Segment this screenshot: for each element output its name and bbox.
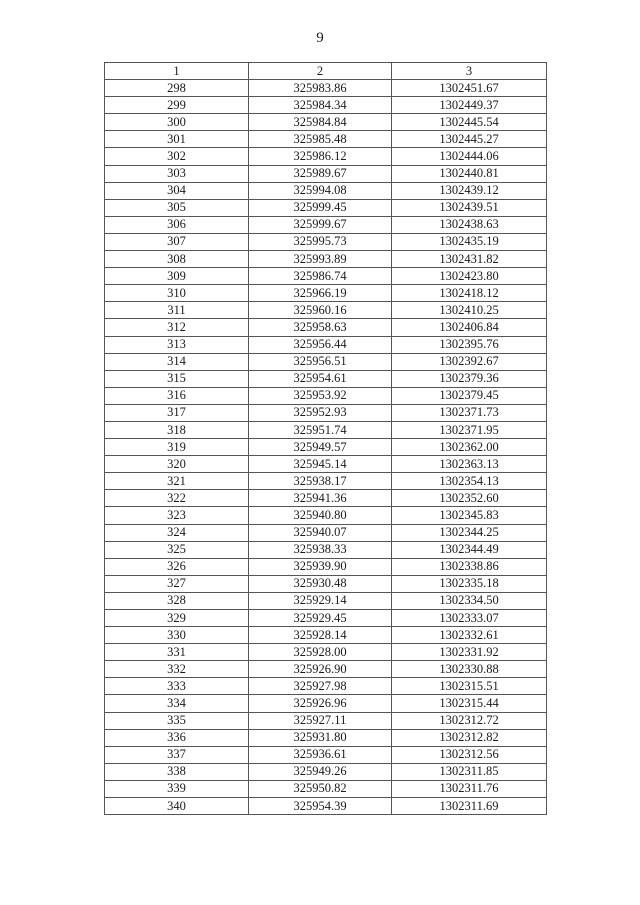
x-coordinate-cell: 325928.00 — [249, 644, 392, 661]
point-number-cell: 332 — [105, 661, 249, 678]
point-number-cell: 311 — [105, 302, 249, 319]
point-number-cell: 329 — [105, 610, 249, 627]
point-number-cell: 301 — [105, 131, 249, 148]
table-row — [105, 798, 547, 815]
point-number-cell: 306 — [105, 216, 249, 233]
y-coordinate-cell: 1302333.07 — [392, 610, 547, 627]
point-number-cell: 300 — [105, 114, 249, 131]
x-coordinate-cell: 325941.36 — [249, 490, 392, 507]
x-coordinate-cell: 325966.19 — [249, 285, 392, 302]
table-row — [105, 148, 547, 165]
point-number-cell: 313 — [105, 336, 249, 353]
y-coordinate-cell: 1302392.67 — [392, 353, 547, 370]
y-coordinate-cell: 1302371.73 — [392, 404, 547, 421]
table-row — [105, 746, 547, 763]
y-coordinate-cell: 1302451.67 — [392, 80, 547, 97]
y-coordinate-cell: 1302445.27 — [392, 131, 547, 148]
y-coordinate-cell: 1302354.13 — [392, 473, 547, 490]
x-coordinate-cell: 325995.73 — [249, 233, 392, 250]
x-coordinate-cell: 325949.26 — [249, 763, 392, 780]
point-number-cell: 328 — [105, 592, 249, 609]
y-coordinate-cell: 1302338.86 — [392, 558, 547, 575]
x-coordinate-cell: 325938.17 — [249, 473, 392, 490]
x-coordinate-cell: 325954.39 — [249, 798, 392, 815]
point-number-cell: 324 — [105, 524, 249, 541]
x-coordinate-cell: 325954.61 — [249, 370, 392, 387]
coordinates-table — [104, 62, 547, 815]
table-row — [105, 182, 547, 199]
column-header-1: 1 — [105, 63, 249, 80]
x-coordinate-cell: 325952.93 — [249, 404, 392, 421]
y-coordinate-cell: 1302449.37 — [392, 97, 547, 114]
point-number-cell: 336 — [105, 729, 249, 746]
y-coordinate-cell: 1302344.49 — [392, 541, 547, 558]
x-coordinate-cell: 325986.12 — [249, 148, 392, 165]
table-row — [105, 558, 547, 575]
y-coordinate-cell: 1302312.56 — [392, 746, 547, 763]
table-row — [105, 404, 547, 421]
x-coordinate-cell: 325953.92 — [249, 387, 392, 404]
table-row — [105, 763, 547, 780]
y-coordinate-cell: 1302334.50 — [392, 592, 547, 609]
x-coordinate-cell: 325985.48 — [249, 131, 392, 148]
table-row — [105, 712, 547, 729]
x-coordinate-cell: 325993.89 — [249, 251, 392, 268]
table-row — [105, 319, 547, 336]
table-row — [105, 165, 547, 182]
table-row — [105, 336, 547, 353]
page-number: 9 — [316, 30, 324, 46]
x-coordinate-cell: 325926.90 — [249, 661, 392, 678]
x-coordinate-cell: 325939.90 — [249, 558, 392, 575]
y-coordinate-cell: 1302423.80 — [392, 268, 547, 285]
x-coordinate-cell: 325929.14 — [249, 592, 392, 609]
x-coordinate-cell: 325956.51 — [249, 353, 392, 370]
y-coordinate-cell: 1302439.12 — [392, 182, 547, 199]
column-header-3: 3 — [392, 63, 547, 80]
x-coordinate-cell: 325936.61 — [249, 746, 392, 763]
table-row — [105, 507, 547, 524]
x-coordinate-cell: 325994.08 — [249, 182, 392, 199]
x-coordinate-cell: 325960.16 — [249, 302, 392, 319]
point-number-cell: 302 — [105, 148, 249, 165]
y-coordinate-cell: 1302371.95 — [392, 421, 547, 438]
table-row — [105, 780, 547, 797]
table-row — [105, 421, 547, 438]
y-coordinate-cell: 1302379.36 — [392, 370, 547, 387]
point-number-cell: 330 — [105, 627, 249, 644]
y-coordinate-cell: 1302311.85 — [392, 763, 547, 780]
table-row — [105, 80, 547, 97]
point-number-cell: 317 — [105, 404, 249, 421]
point-number-cell: 305 — [105, 199, 249, 216]
table-row — [105, 456, 547, 473]
x-coordinate-cell: 325927.98 — [249, 678, 392, 695]
point-number-cell: 299 — [105, 97, 249, 114]
point-number-cell: 310 — [105, 285, 249, 302]
table-row — [105, 251, 547, 268]
table-row — [105, 387, 547, 404]
point-number-cell: 326 — [105, 558, 249, 575]
x-coordinate-cell: 325928.14 — [249, 627, 392, 644]
point-number-cell: 325 — [105, 541, 249, 558]
x-coordinate-cell: 325949.57 — [249, 439, 392, 456]
table-row — [105, 661, 547, 678]
table-row — [105, 610, 547, 627]
table-row — [105, 678, 547, 695]
table-row — [105, 627, 547, 644]
point-number-cell: 334 — [105, 695, 249, 712]
point-number-cell: 327 — [105, 575, 249, 592]
x-coordinate-cell: 325984.84 — [249, 114, 392, 131]
y-coordinate-cell: 1302440.81 — [392, 165, 547, 182]
y-coordinate-cell: 1302330.88 — [392, 661, 547, 678]
table-row — [105, 353, 547, 370]
point-number-cell: 308 — [105, 251, 249, 268]
point-number-cell: 320 — [105, 456, 249, 473]
table-row — [105, 575, 547, 592]
x-coordinate-cell: 325999.67 — [249, 216, 392, 233]
x-coordinate-cell: 325940.07 — [249, 524, 392, 541]
table-row — [105, 199, 547, 216]
point-number-cell: 339 — [105, 780, 249, 797]
x-coordinate-cell: 325951.74 — [249, 421, 392, 438]
y-coordinate-cell: 1302331.92 — [392, 644, 547, 661]
point-number-cell: 335 — [105, 712, 249, 729]
table-row — [105, 524, 547, 541]
table-row — [105, 268, 547, 285]
point-number-cell: 314 — [105, 353, 249, 370]
column-header-2: 2 — [249, 63, 392, 80]
table-row — [105, 490, 547, 507]
y-coordinate-cell: 1302311.69 — [392, 798, 547, 815]
x-coordinate-cell: 325999.45 — [249, 199, 392, 216]
y-coordinate-cell: 1302335.18 — [392, 575, 547, 592]
table-row — [105, 131, 547, 148]
y-coordinate-cell: 1302444.06 — [392, 148, 547, 165]
table-row — [105, 114, 547, 131]
point-number-cell: 318 — [105, 421, 249, 438]
y-coordinate-cell: 1302311.76 — [392, 780, 547, 797]
y-coordinate-cell: 1302445.54 — [392, 114, 547, 131]
point-number-cell: 333 — [105, 678, 249, 695]
point-number-cell: 309 — [105, 268, 249, 285]
x-coordinate-cell: 325926.96 — [249, 695, 392, 712]
point-number-cell: 315 — [105, 370, 249, 387]
table-row — [105, 370, 547, 387]
y-coordinate-cell: 1302312.82 — [392, 729, 547, 746]
table-body — [105, 80, 547, 815]
point-number-cell: 331 — [105, 644, 249, 661]
x-coordinate-cell: 325929.45 — [249, 610, 392, 627]
x-coordinate-cell: 325938.33 — [249, 541, 392, 558]
point-number-cell: 337 — [105, 746, 249, 763]
y-coordinate-cell: 1302418.12 — [392, 285, 547, 302]
table-row — [105, 644, 547, 661]
y-coordinate-cell: 1302315.51 — [392, 678, 547, 695]
y-coordinate-cell: 1302438.63 — [392, 216, 547, 233]
y-coordinate-cell: 1302312.72 — [392, 712, 547, 729]
table-row — [105, 97, 547, 114]
y-coordinate-cell: 1302395.76 — [392, 336, 547, 353]
point-number-cell: 338 — [105, 763, 249, 780]
table-row — [105, 233, 547, 250]
table-row — [105, 285, 547, 302]
x-coordinate-cell: 325927.11 — [249, 712, 392, 729]
x-coordinate-cell: 325950.82 — [249, 780, 392, 797]
x-coordinate-cell: 325984.34 — [249, 97, 392, 114]
point-number-cell: 312 — [105, 319, 249, 336]
header-row — [105, 63, 547, 80]
y-coordinate-cell: 1302362.00 — [392, 439, 547, 456]
point-number-cell: 298 — [105, 80, 249, 97]
point-number-cell: 303 — [105, 165, 249, 182]
point-number-cell: 340 — [105, 798, 249, 815]
point-number-cell: 307 — [105, 233, 249, 250]
table-row — [105, 473, 547, 490]
y-coordinate-cell: 1302352.60 — [392, 490, 547, 507]
point-number-cell: 319 — [105, 439, 249, 456]
table-row — [105, 592, 547, 609]
y-coordinate-cell: 1302363.13 — [392, 456, 547, 473]
y-coordinate-cell: 1302345.83 — [392, 507, 547, 524]
table-row — [105, 695, 547, 712]
y-coordinate-cell: 1302344.25 — [392, 524, 547, 541]
point-number-cell: 316 — [105, 387, 249, 404]
table-row — [105, 302, 547, 319]
x-coordinate-cell: 325989.67 — [249, 165, 392, 182]
point-number-cell: 323 — [105, 507, 249, 524]
x-coordinate-cell: 325931.80 — [249, 729, 392, 746]
table-row — [105, 729, 547, 746]
x-coordinate-cell: 325930.48 — [249, 575, 392, 592]
y-coordinate-cell: 1302379.45 — [392, 387, 547, 404]
x-coordinate-cell: 325986.74 — [249, 268, 392, 285]
point-number-cell: 321 — [105, 473, 249, 490]
y-coordinate-cell: 1302435.19 — [392, 233, 547, 250]
table-row — [105, 439, 547, 456]
table-header — [105, 63, 547, 80]
y-coordinate-cell: 1302315.44 — [392, 695, 547, 712]
y-coordinate-cell: 1302332.61 — [392, 627, 547, 644]
x-coordinate-cell: 325958.63 — [249, 319, 392, 336]
y-coordinate-cell: 1302406.84 — [392, 319, 547, 336]
y-coordinate-cell: 1302439.51 — [392, 199, 547, 216]
point-number-cell: 322 — [105, 490, 249, 507]
x-coordinate-cell: 325945.14 — [249, 456, 392, 473]
x-coordinate-cell: 325983.86 — [249, 80, 392, 97]
y-coordinate-cell: 1302431.82 — [392, 251, 547, 268]
table-row — [105, 216, 547, 233]
x-coordinate-cell: 325956.44 — [249, 336, 392, 353]
point-number-cell: 304 — [105, 182, 249, 199]
x-coordinate-cell: 325940.80 — [249, 507, 392, 524]
y-coordinate-cell: 1302410.25 — [392, 302, 547, 319]
table-row — [105, 541, 547, 558]
